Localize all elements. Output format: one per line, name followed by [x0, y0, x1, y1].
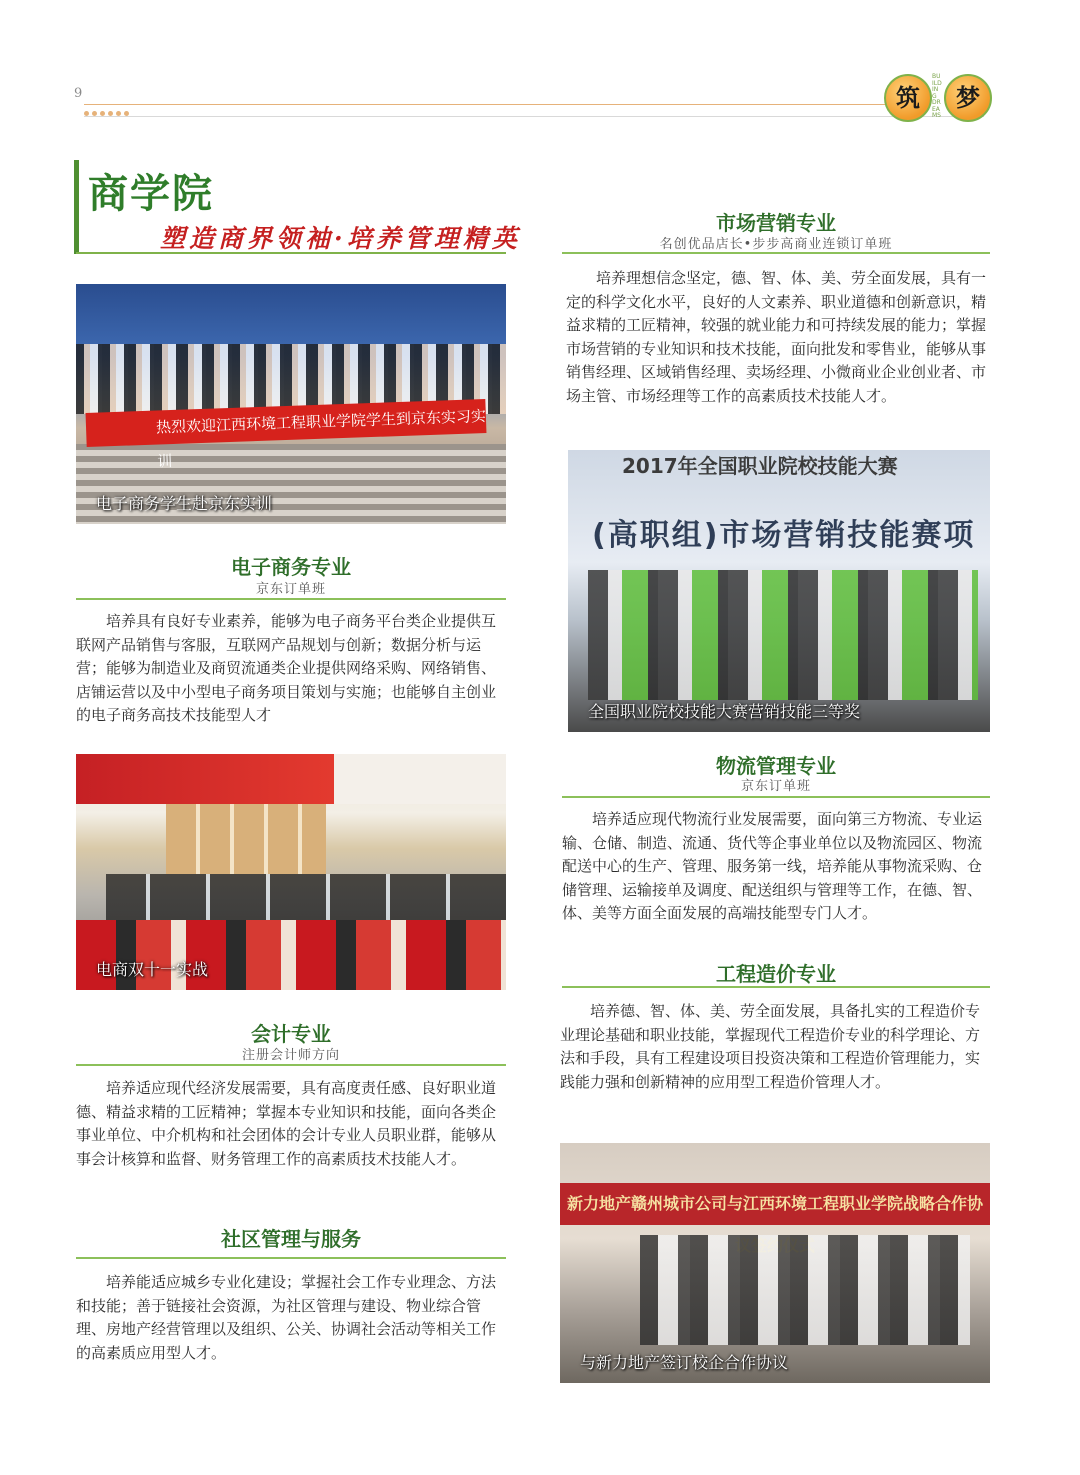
section-rule-community	[76, 1257, 506, 1259]
photo-banner: 热烈欢迎江西环境工程职业学院学生到京东实习实训	[86, 399, 487, 447]
section-body-community: 培养能适应城乡专业化建设；掌握社会工作专业理念、方法和技能；善于链接社会资源，为社区管理与建设、物业综合管理、房地产经营管理以及组织、公关、协调社会活动等相关工作的高素质应用型人才。	[76, 1273, 497, 1362]
section-body-costing: 培养德、智、体、美、劳全面发展，具备扎实的工程造价专业理论基础和职业技能，掌握现代工程造价专业的科学理论、方法和手段，具有工程建设项目投资决策和工程造价管理能力，实践能力强和创新精神的应用型工程造价管理人才。	[560, 1002, 981, 1091]
section-title-accounting: 会计专业	[251, 1022, 331, 1046]
photo-caption: 电子商务学生赴京东实训	[96, 494, 273, 513]
photo-skills-competition	[568, 450, 990, 732]
section-body-ecommerce: 培养具有良好专业素养，能够为电子商务平台类企业提供互联网产品销售与客服，互联网产品规划与创新；数据分析与运营；能够为制造业及商贸流通类企业提供网络采购、网络销售、店铺运营以及中小型电子商务项目策划与实施；也能够自主创业的电子商务高技术技能型人才	[76, 612, 497, 724]
photo-group	[588, 570, 978, 700]
section-rule-logistics	[562, 796, 990, 798]
badge-side-text: BUILDING DREAMS	[932, 73, 942, 119]
section-title-costing: 工程造价专业	[716, 962, 836, 986]
header-rule-secondary	[84, 116, 984, 117]
section-title-logistics: 物流管理专业	[716, 754, 836, 778]
section-subtitle-marketing: 名创优品店长•步步高商业连锁订单班	[659, 237, 893, 252]
photo-backdrop-title: 2017年全国职业院校技能大赛	[622, 454, 898, 478]
department-underline	[76, 252, 506, 254]
section-title-marketing: 市场营销专业	[716, 211, 836, 235]
section-rule-accounting	[76, 1064, 506, 1066]
badge-meng: 梦	[944, 74, 992, 122]
section-rule-costing	[562, 986, 990, 988]
photo-caption: 全国职业院校技能大赛营销技能三等奖	[588, 702, 861, 721]
photo-shelf	[166, 804, 326, 874]
photo-caption: 电商双十一实战	[96, 960, 209, 979]
photo-backdrop-subtitle: (高职组)市场营销技能赛项	[592, 518, 976, 553]
photo-jd-training	[76, 284, 506, 524]
photo-group	[640, 1235, 970, 1345]
section-title-community: 社区管理与服务	[221, 1227, 361, 1251]
department-title: 商学院	[88, 171, 214, 217]
section-rule-marketing	[562, 252, 990, 254]
section-subtitle-logistics: 京东订单班	[740, 779, 811, 794]
header-rule	[84, 104, 894, 105]
department-slogan: 塑造商界领袖·培养管理精英	[160, 224, 521, 253]
section-body-logistics: 培养适应现代物流行业发展需要，面向第三方物流、专业运输、仓储、制造、流通、货代等企事业单位以及物流园区、物流配送中心的生产、管理、服务第一线，培养能从事物流采购、仓储管理、运输接单及调度、配送组织与管理等工作，在德、智、体、美等方面全面发展的高端技能型专门人才。	[562, 810, 983, 922]
section-subtitle-ecommerce: 京东订单班	[255, 582, 326, 597]
photo-double-eleven	[76, 754, 506, 990]
section-subtitle-accounting: 注册会计师方向	[241, 1048, 340, 1063]
photo-caption: 与新力地产签订校企合作协议	[580, 1353, 789, 1372]
section-title-ecommerce: 电子商务专业	[231, 555, 351, 579]
page-number: 9	[74, 86, 83, 101]
department-accent-bar	[74, 160, 79, 254]
section-rule-ecommerce	[76, 598, 506, 600]
photo-banner: 新力地产赣州城市公司与江西环境工程职业学院战略合作协	[560, 1183, 990, 1225]
badge-zhu: 筑	[884, 74, 932, 122]
section-body-accounting: 培养适应现代经济发展需要，具有高度责任感、良好职业道德、精益求精的工匠精神；掌握本专业知识和技能，面向各类企事业单位、中介机构和社会团体的会计专业人员职业群，能够从事会计核算和监督、财务管理工作的高素质技术技能人才。	[76, 1079, 497, 1168]
section-body-marketing: 培养理想信念坚定，德、智、体、美、劳全面发展，具有一定的科学文化水平，良好的人文素养、职业道德和创新意识，精益求精的工匠精神，较强的就业能力和可持续发展的能力；掌握市场营销的专业知识和技术技能，面向批发和零售业，能够从事销售经理、区域销售经理、卖场经理、小微商业企业创业者、市场主管、市场经理等工作的高素质技术技能人才。	[566, 269, 987, 405]
photo-signing-ceremony	[560, 1143, 990, 1383]
photo-red-wall	[76, 754, 506, 804]
